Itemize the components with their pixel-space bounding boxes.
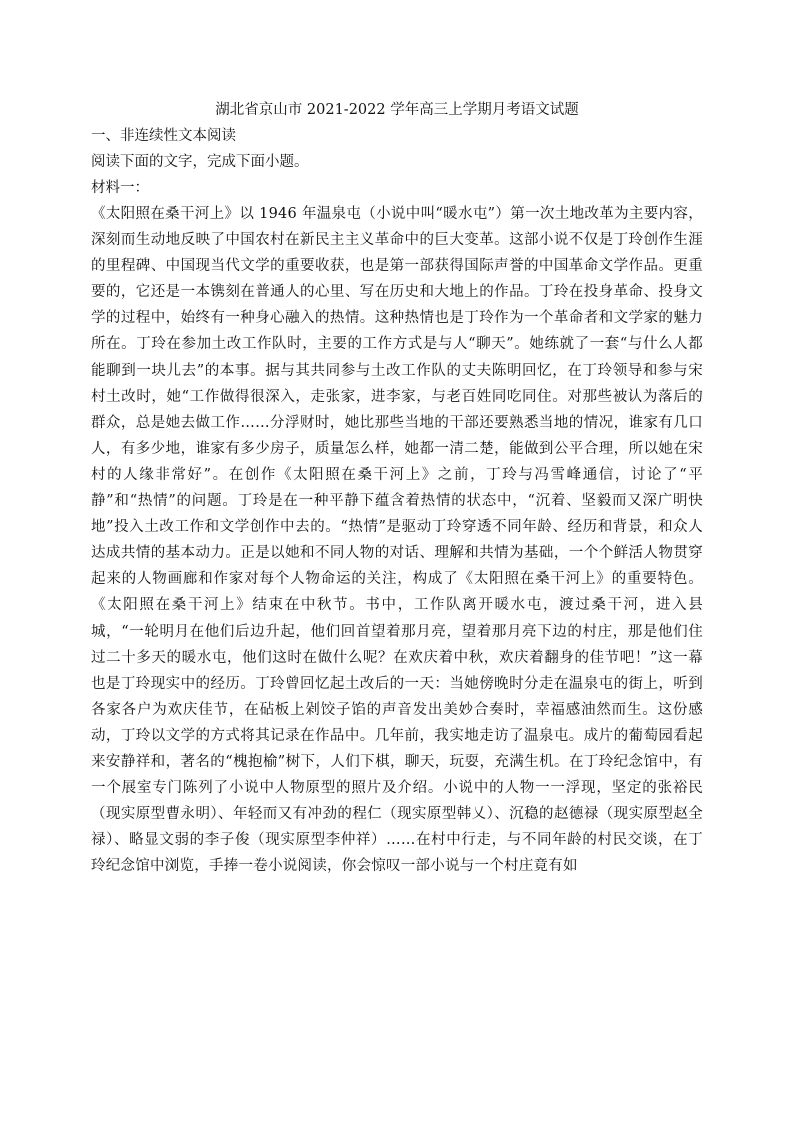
document-title: 湖北省京山市 2021-2022 学年高三上学期月考语文试题 [215, 102, 579, 118]
reading-instruction: 阅读下面的文字，完成下面小题。 [91, 154, 309, 170]
material-paragraph: 《太阳照在桑干河上》以 1946 年温泉屯（小说中叫“暖水屯”）第一次土地改革为主要内容，深刻而生动地反映了中国农村在新民主主义革命中的巨大变革。这部小说不仅是丁玲创作生涯的里程碑、中国现当代文学的重要收获，也是第一部获得国际声誉的中国革命文学作品。更重要的，它还是一本镌刻在普通人的心里、写在历史和大地上的作品。丁玲在投身革命、投身文学的过程中，始终有一种身心融入的热情。这种热情也是丁玲作为一个革命者和文学家的魅力所在。丁玲在参加土改工作队时，主要的工作方式是与人“聊天”。她练就了一套“与什么人都能聊到一块儿去”的本事。据与其共同参与土改工作队的丈夫陈明回忆，在丁玲领导和参与宋村土改时，她“工作做得很深入，走张家，进李家，与老百姓同吃同住。对那些被认为落后的群众，总是她去做工作……分浮财时，她比那些当地的干部还要熟悉当地的情况，谁家有几口人，有多少地，谁家有多少房子，质量怎么样，她都一清二楚，能做到公平合理，所以她在宋村的人缘非常好”。在创作《太阳照在桑干河上》之前，丁玲与冯雪峰通信，讨论了“平静”和“热情”的问题。丁玲是在一种平静下蕴含着热情的状态中，“沉着、坚毅而又深广明快地”投入土改工作和文学创作中去的。“热情”是驱动丁玲穿透不同年龄、经历和背景，和众人达成共情的基本动力。正是以她和不同人物的对话、理解和共情为基础，一个个鲜活人物贯穿起来的人物画廊和作家对每个人物命运的关注，构成了《太阳照在桑干河上》的重要特色。《太阳照在桑干河上》结束在中秋节。书中，工作队离开暖水屯，渡过桑干河，进入县城，“一轮明月在他们后边升起，他们回首望着那月亮，望着那月亮下边的村庄，那是他们住过二十多天的暖水屯，他们这时在做什么呢？在欢庆着中秋，欢庆着翻身的佳节吧！”这一幕也是丁玲现实中的经历。丁玲曾回忆起土改后的一天：当她傍晚时分走在温泉屯的街上，听到各家各户为欢庆佳节，在砧板上剁饺子馅的声音发出美妙合奏时，幸福感油然而生。这份感动，丁玲以文学的方式将其记录在作品中。几年前，我实地走访了温泉屯。成片的葡萄园看起来安静祥和，著名的“槐抱榆”树下，人们下棋，聊天，玩耍，充满生机。在丁玲纪念馆中，有一个展室专门陈列了小说中人物原型的照片及介绍。小说中的人物一一浮现，坚定的张裕民（现实原型曹永明）、年轻而又有冲劲的程仁（现实原型韩乂）、沉稳的赵德禄（现实原型赵全禄）、略显文弱的李子俊（现实原型李仲祥）……在村中行走，与不同年龄的村民交谈，在丁玲纪念馆中浏览，手捧一卷小说阅读，你会惊叹一部小说与一个村庄竟有如 [91, 206, 703, 875]
section-heading: 一、非连续性文本阅读 [91, 128, 236, 144]
material-label: 材料一： [91, 180, 149, 196]
document-page [91, 97, 703, 879]
